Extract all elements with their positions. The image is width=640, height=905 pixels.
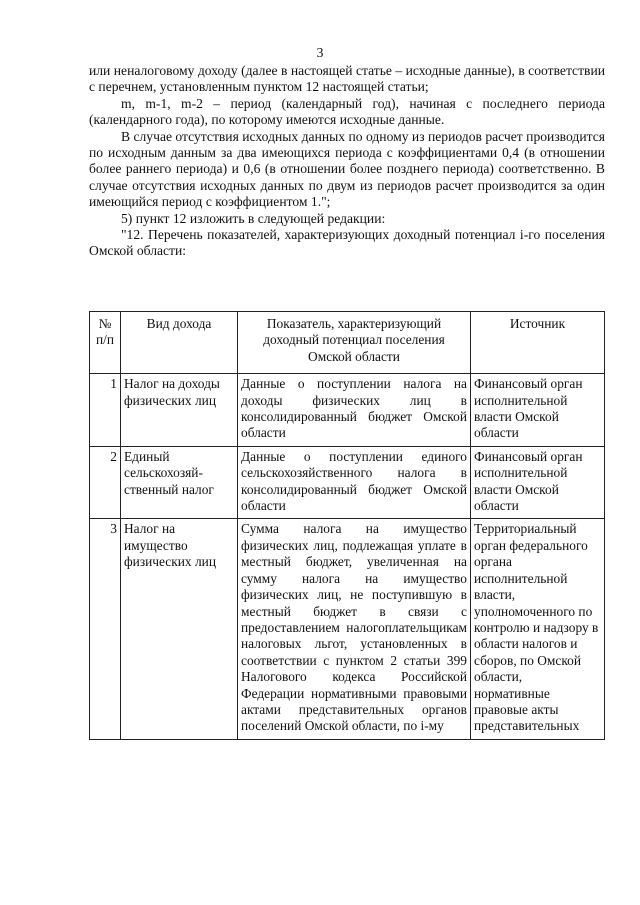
paragraph-list-intro: "12. Перечень показателей, характеризующих доходный потенциал i-го поселения Омской области: (89, 227, 605, 259)
body-text (89, 63, 605, 260)
table-row (90, 446, 605, 519)
row-number: 1 (90, 374, 121, 447)
row-income-type: Налог на доходы физических лиц (121, 374, 238, 447)
table-row (90, 374, 605, 447)
row-indicator: Сумма налога на имущество физических лиц, подлежащая уплате в местный бюджет, увеличенная на сумму налога на имущество физических лиц, не поступившую в местный бюджет в связи с предоставлением налогоплательщикам налоговых льгот, установленных в соответствии с пунктом 2 статьи 399 Налогового кодекса Российской Федерации нормативными правовыми актами представительных органов поселений Омской области, по i-му (238, 519, 471, 739)
paragraph-amendment-item: 5) пункт 12 изложить в следующей редакции: (121, 210, 386, 226)
header-indicator: Показатель, характеризующий доходный потенциал поселения Омской области (238, 312, 471, 374)
row-indicator: Данные о поступлении единого сельскохозяйственного налога в консолидированный бюджет Омской области (238, 446, 471, 519)
paragraph-missing-data: В случае отсутствия исходных данных по одному из периодов расчет производится по исходным данным за два имеющихся периода с коэффициентами 0,4 (в отношении более раннего периода) и 0,6 (в отношении более позднего периода) соответственно. В случае отсутствия исходных данных по двум из периодов расчет производится за один имеющийся период с коэффициентом 1."; (89, 128, 605, 210)
header-number: № п/п (90, 312, 121, 374)
header-source: Источник (471, 312, 605, 374)
paragraph-continuation: или неналоговому доходу (далее в настоящей статье – исходные данные), в соответствии с перечнем, установленным пунктом 12 настоящей статьи; (89, 63, 605, 95)
row-income-type: Налог на имущество физических лиц (121, 519, 238, 739)
row-number: 2 (90, 446, 121, 519)
table-header-row (90, 312, 605, 374)
row-source: Финансовый орган исполнительной власти Омской области (471, 374, 605, 447)
header-income-type: Вид дохода (121, 312, 238, 374)
row-source: Территориальный орган федерального органа исполнительной власти, уполномоченного по контролю и надзору в области налогов и сборов, по Омской области, нормативные правовые акты представительных (471, 519, 605, 739)
paragraph-period-definition: m, m-1, m-2 – период (календарный год), начиная с последнего периода (календарного года), по которому имеются исходные данные. (89, 95, 605, 128)
row-indicator: Данные о поступлении налога на доходы физических лиц в консолидированный бюджет Омской области (238, 374, 471, 447)
row-income-type: Единый сельскохозяйственный налог (121, 446, 238, 519)
row-source: Финансовый орган исполнительной власти Омской области (471, 446, 605, 519)
indicators-table (89, 311, 605, 740)
row-number: 3 (90, 519, 121, 739)
page-number: 3 (316, 46, 324, 61)
table-row (90, 519, 605, 739)
